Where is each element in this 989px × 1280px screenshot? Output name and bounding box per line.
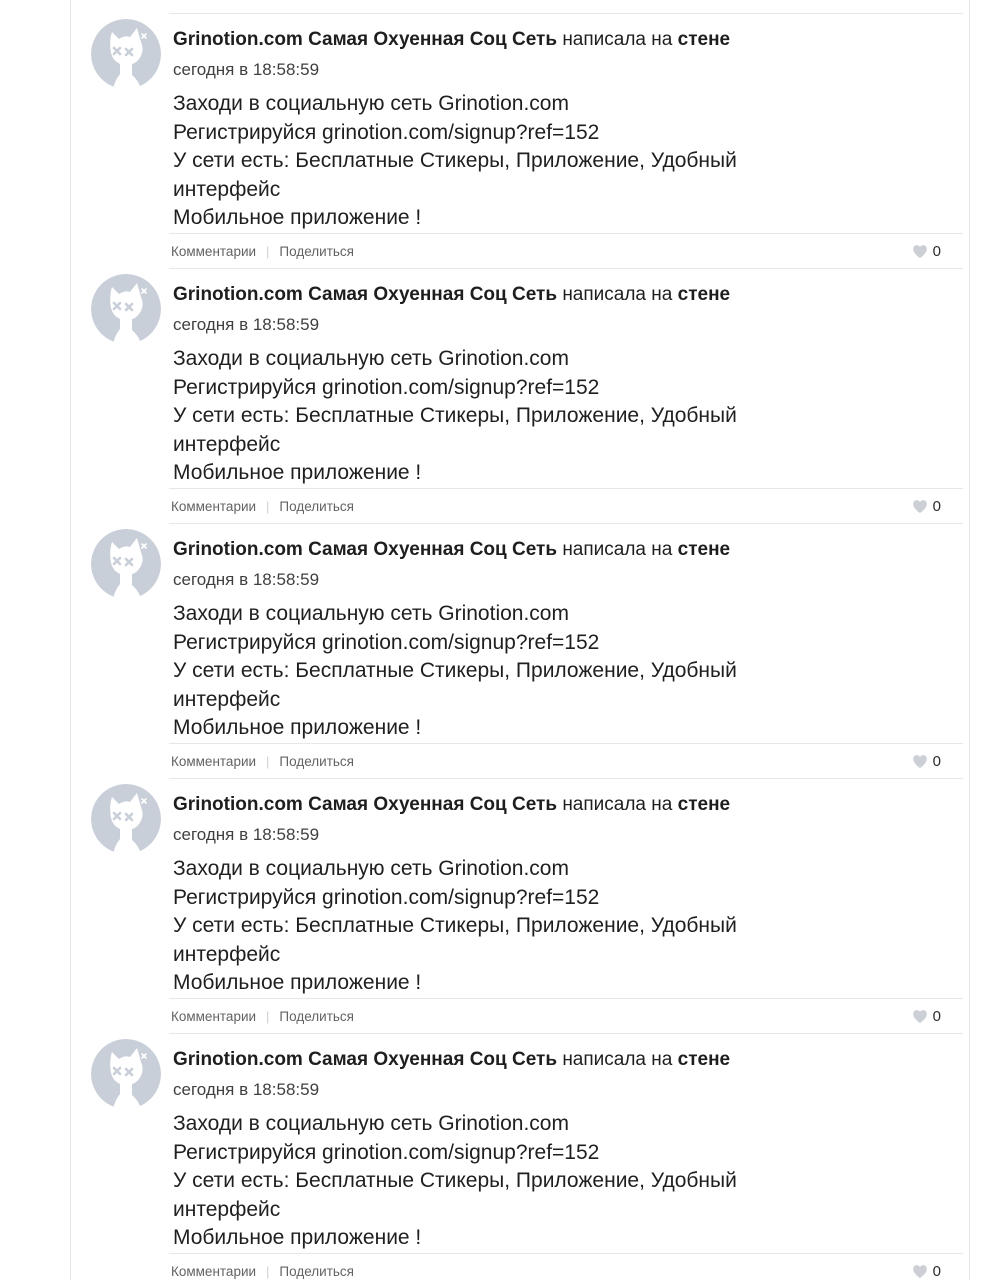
post-footer-links	[171, 1009, 354, 1024]
comments-link[interactable]: Комментарии	[171, 498, 257, 514]
post-body-line: Регистрируйся grinotion.com/signup?ref=152	[173, 885, 600, 909]
post-body-line: Заходи в социальную сеть Grinotion.com	[173, 347, 569, 370]
cat-avatar-icon	[91, 274, 161, 344]
post-footer	[169, 1253, 963, 1280]
post-body	[173, 90, 813, 233]
post-wall-link[interactable]: стене	[677, 794, 731, 815]
heart-icon	[912, 499, 928, 514]
post-author-link[interactable]: Grinotion.com Самая Охуенная Соц Сеть	[173, 1049, 558, 1070]
share-link[interactable]: Поделиться	[279, 753, 354, 769]
post-timestamp: сегодня в 18:58:59	[173, 315, 320, 334]
post-author-link[interactable]: Grinotion.com Самая Охуенная Соц Сеть	[173, 284, 558, 305]
likes-count: 0	[932, 752, 941, 770]
likes-count: 0	[932, 242, 941, 260]
post-body-line: Заходи в социальную сеть Grinotion.com	[173, 602, 569, 625]
post-body-line: Регистрируйся grinotion.com/signup?ref=152	[173, 375, 600, 399]
share-link[interactable]: Поделиться	[279, 243, 354, 259]
post-footer	[169, 488, 963, 524]
post-action-text: написала на	[562, 284, 673, 305]
comments-link[interactable]: Комментарии	[171, 1008, 257, 1024]
post-action-text: написала на	[562, 1049, 673, 1070]
post-body-line: У сети есть: Бесплатные Стикеры, Приложение, Удобный интерфейс	[173, 914, 737, 966]
post-body-line: У сети есть: Бесплатные Стикеры, Приложение, Удобный интерфейс	[173, 404, 737, 456]
likes-count: 0	[932, 1007, 941, 1025]
comments-link[interactable]: Комментарии	[171, 753, 257, 769]
footer-divider: |	[266, 753, 270, 769]
post-author-link[interactable]: Grinotion.com Самая Охуенная Соц Сеть	[173, 794, 558, 815]
post-content	[173, 19, 945, 233]
likes-button[interactable]	[912, 498, 941, 515]
post-body-line: Регистрируйся grinotion.com/signup?ref=152	[173, 1140, 600, 1164]
post-action-text: написала на	[562, 794, 673, 815]
post-header	[173, 1048, 945, 1071]
post-content	[173, 529, 945, 743]
likes-button[interactable]	[912, 1008, 941, 1025]
post-body-line: У сети есть: Бесплатные Стикеры, Приложение, Удобный интерфейс	[173, 1169, 737, 1221]
post-wall-link[interactable]: стене	[677, 539, 731, 560]
post-body-line: Мобильное приложение !	[173, 461, 422, 484]
wall-post	[71, 14, 969, 269]
wall-post	[71, 269, 969, 524]
likes-count: 0	[932, 1262, 941, 1280]
footer-divider: |	[266, 1008, 270, 1024]
likes-button[interactable]	[912, 243, 941, 260]
cat-avatar-icon	[91, 529, 161, 599]
post-body	[173, 600, 813, 743]
post-header	[173, 28, 945, 51]
post-body-line: У сети есть: Бесплатные Стикеры, Приложение, Удобный интерфейс	[173, 659, 737, 711]
post-body-line: Регистрируйся grinotion.com/signup?ref=152	[173, 120, 600, 144]
post-body-line: Заходи в социальную сеть Grinotion.com	[173, 857, 569, 880]
post-action-text: написала на	[562, 29, 673, 50]
likes-count: 0	[932, 497, 941, 515]
post-content	[173, 274, 945, 488]
avatar[interactable]	[91, 529, 161, 599]
post-body	[173, 345, 813, 488]
comments-link[interactable]: Комментарии	[171, 243, 257, 259]
post-body-line: Регистрируйся grinotion.com/signup?ref=152	[173, 630, 600, 654]
posts-container	[71, 14, 969, 1280]
post-body-line: Мобильное приложение !	[173, 716, 422, 739]
post-timestamp: сегодня в 18:58:59	[173, 60, 320, 79]
share-link[interactable]: Поделиться	[279, 1008, 354, 1024]
cat-avatar-icon	[91, 1039, 161, 1109]
post-wall-link[interactable]: стене	[677, 284, 731, 305]
post-wall-link[interactable]: стене	[677, 29, 731, 50]
post-timestamp: сегодня в 18:58:59	[173, 825, 320, 844]
heart-icon	[912, 754, 928, 769]
heart-icon	[912, 1264, 928, 1279]
likes-button[interactable]	[912, 753, 941, 770]
cat-avatar-icon	[91, 784, 161, 854]
wall-post	[71, 1034, 969, 1280]
avatar[interactable]	[91, 1039, 161, 1109]
wall-post	[71, 524, 969, 779]
post-footer	[169, 743, 963, 779]
post-body-line: Мобильное приложение !	[173, 971, 422, 994]
post-author-link[interactable]: Grinotion.com Самая Охуенная Соц Сеть	[173, 29, 558, 50]
post-wall-link[interactable]: стене	[677, 1049, 731, 1070]
share-link[interactable]: Поделиться	[279, 498, 354, 514]
post-body-line: Заходи в социальную сеть Grinotion.com	[173, 92, 569, 115]
avatar[interactable]	[91, 784, 161, 854]
post-header	[173, 538, 945, 561]
feed-card	[70, 0, 970, 1280]
post-footer-links	[171, 1264, 354, 1279]
post-footer	[169, 233, 963, 269]
heart-icon	[912, 1009, 928, 1024]
post-footer-links	[171, 244, 354, 259]
previous-post-divider	[169, 0, 963, 14]
post-timestamp: сегодня в 18:58:59	[173, 570, 320, 589]
post-content	[173, 784, 945, 998]
avatar[interactable]	[91, 274, 161, 344]
post-content	[173, 1039, 945, 1253]
wall-post	[71, 779, 969, 1034]
post-footer-links	[171, 754, 354, 769]
post-footer	[169, 998, 963, 1034]
likes-button[interactable]	[912, 1263, 941, 1280]
post-timestamp: сегодня в 18:58:59	[173, 1080, 320, 1099]
post-author-link[interactable]: Grinotion.com Самая Охуенная Соц Сеть	[173, 539, 558, 560]
post-body	[173, 855, 813, 998]
post-footer-links	[171, 499, 354, 514]
post-body-line: Заходи в социальную сеть Grinotion.com	[173, 1112, 569, 1135]
comments-link[interactable]: Комментарии	[171, 1263, 257, 1279]
footer-divider: |	[266, 498, 270, 514]
post-body-line: У сети есть: Бесплатные Стикеры, Приложение, Удобный интерфейс	[173, 149, 737, 201]
post-header	[173, 793, 945, 816]
heart-icon	[912, 244, 928, 259]
share-link[interactable]: Поделиться	[279, 1263, 354, 1279]
post-header	[173, 283, 945, 306]
post-action-text: написала на	[562, 539, 673, 560]
footer-divider: |	[266, 1263, 270, 1279]
post-body-line: Мобильное приложение !	[173, 1226, 422, 1249]
avatar[interactable]	[91, 19, 161, 89]
post-body	[173, 1110, 813, 1253]
cat-avatar-icon	[91, 19, 161, 89]
footer-divider: |	[266, 243, 270, 259]
post-body-line: Мобильное приложение !	[173, 206, 422, 229]
